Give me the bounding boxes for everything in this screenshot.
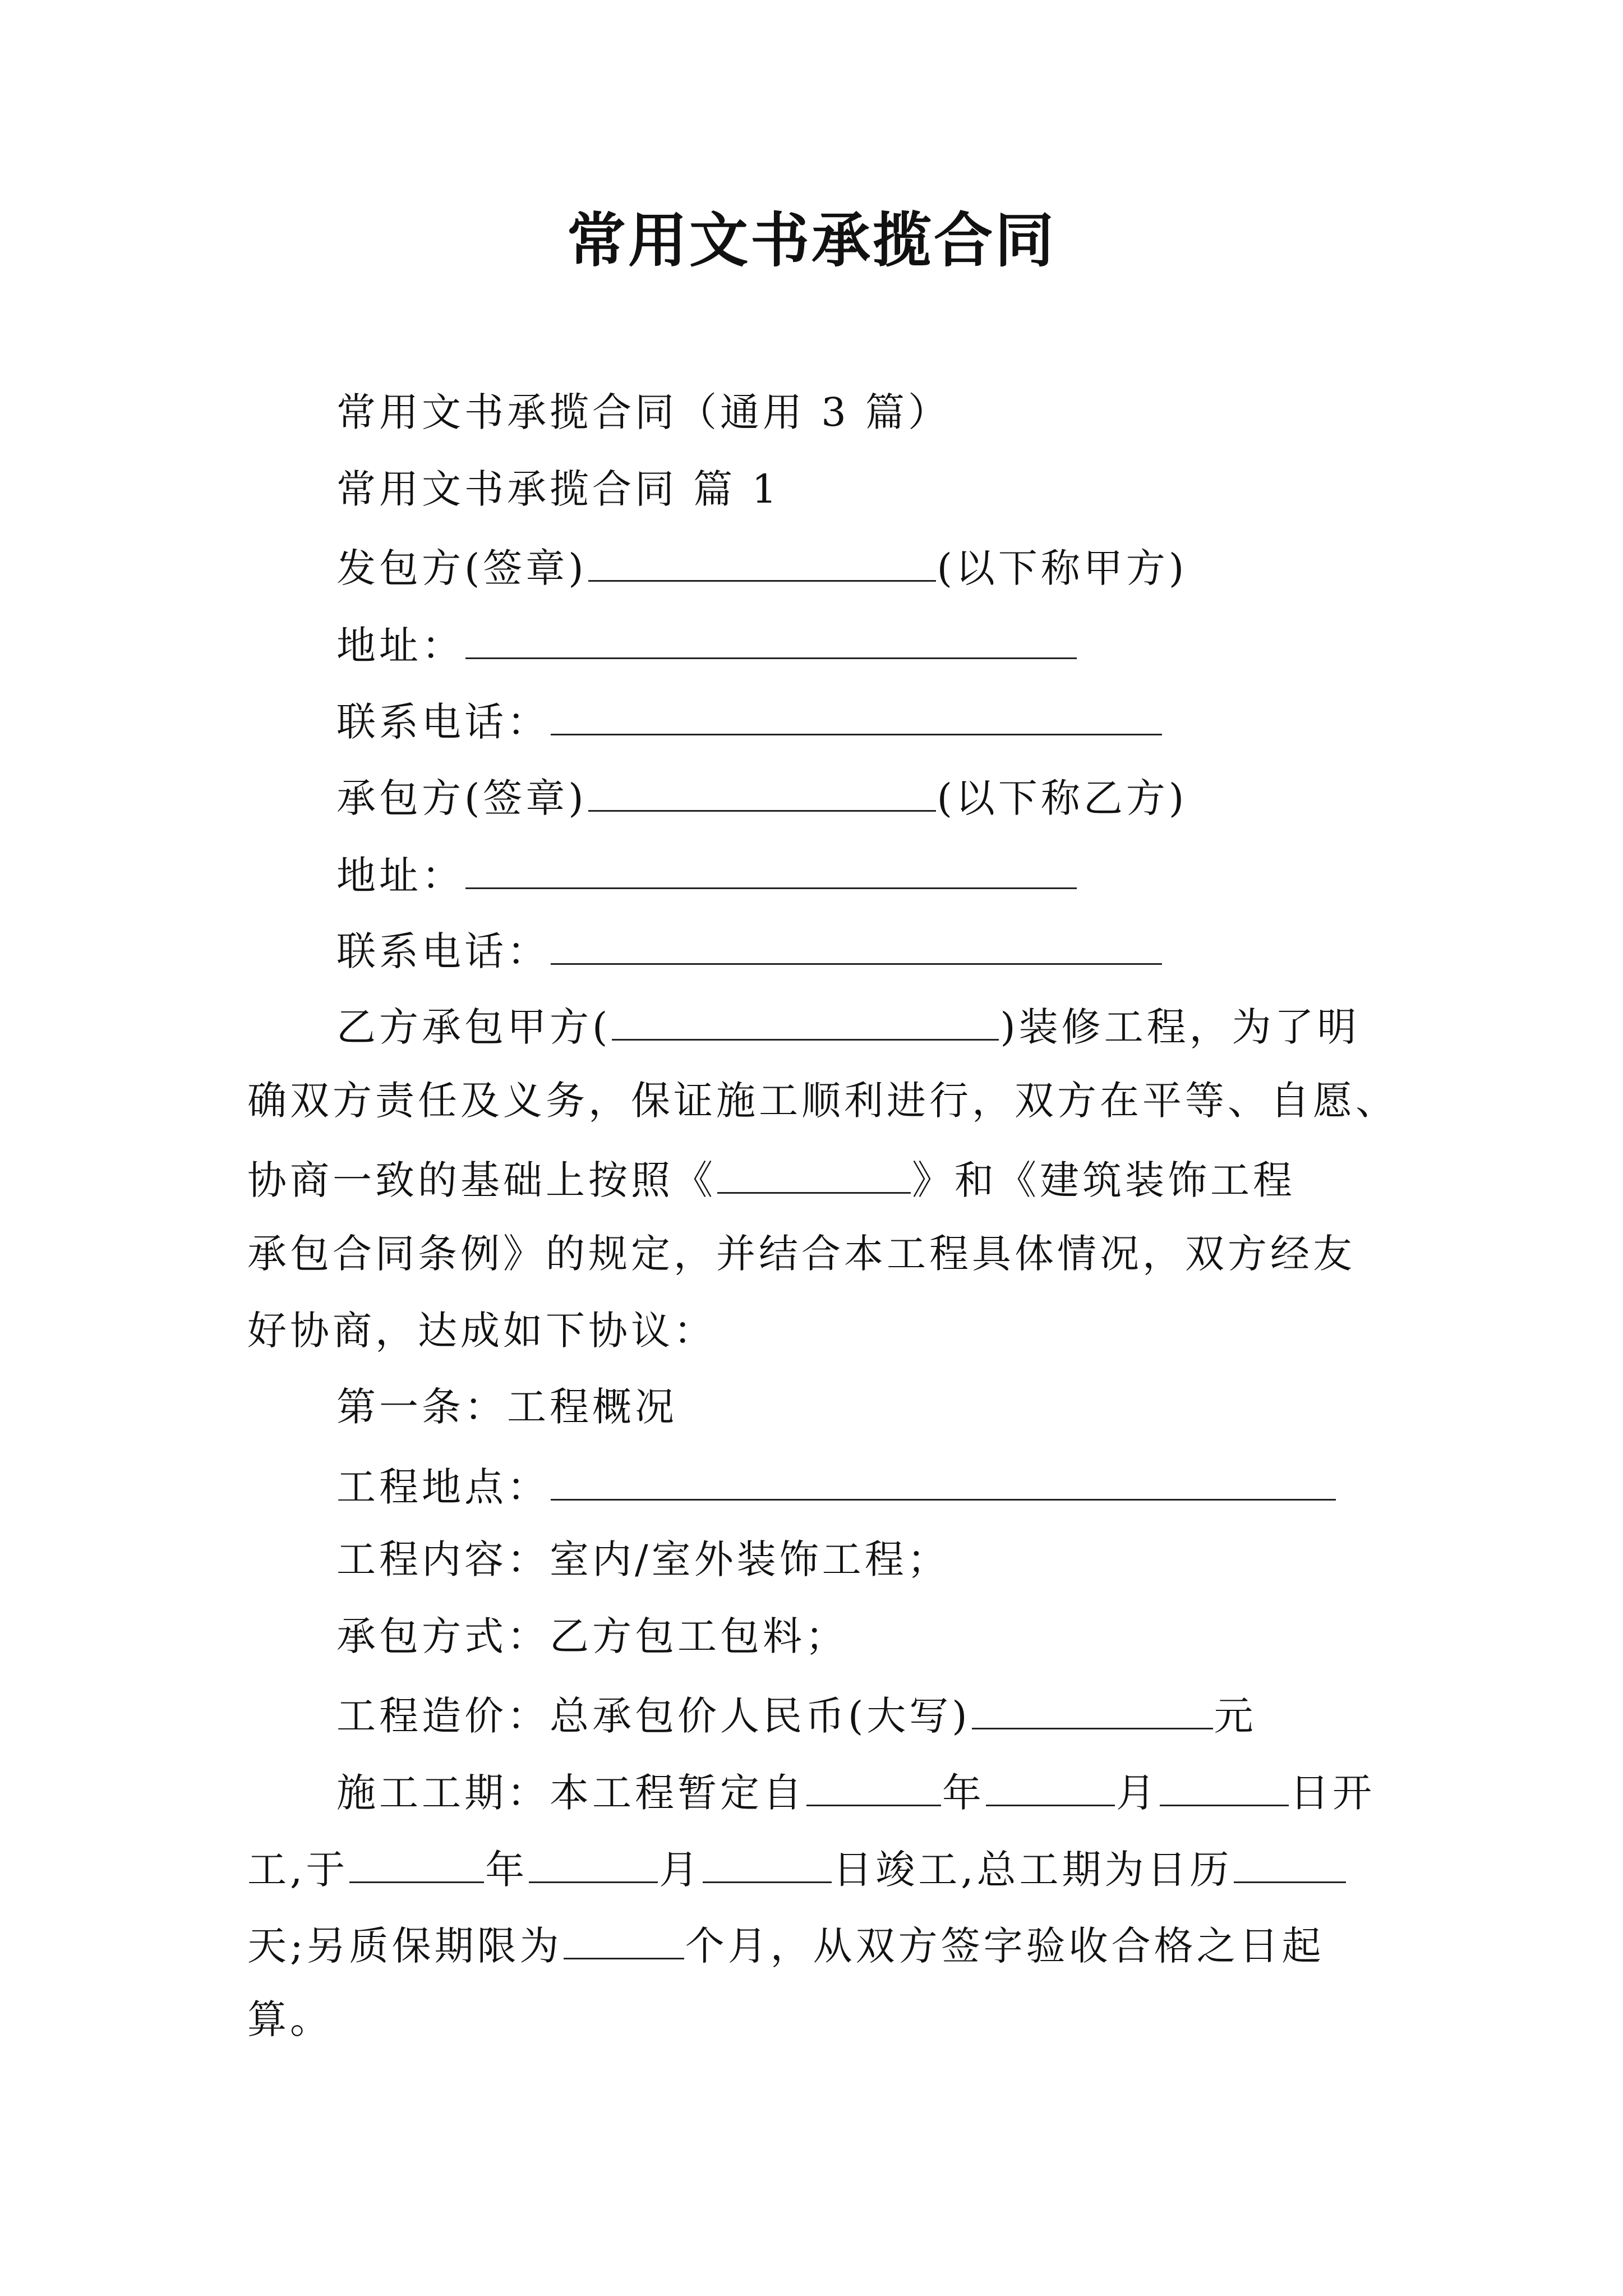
party-b-phone-blank [551, 923, 1162, 965]
project-price-label: 工程造价：总承包价人民币(大写) [336, 1693, 971, 1739]
project-price-line [336, 1687, 1257, 1741]
party-a-phone-line [336, 693, 1163, 747]
end-day-blank [703, 1841, 832, 1883]
preamble-line-4: 承包合同条例》的规定，并结合本工程具体情况，双方经友 [247, 1231, 1355, 1277]
party-b-label: 承包方(签章) [336, 775, 587, 821]
party-b-line [336, 770, 1187, 823]
preamble-text: 》和《建筑装饰工程 [912, 1157, 1295, 1203]
project-name-blank [612, 999, 999, 1041]
period-line-2 [247, 1841, 1347, 1895]
regulation-name-blank [717, 1152, 911, 1194]
party-b-blank [588, 770, 936, 812]
period-line-4: 算。 [247, 1996, 333, 2042]
start-month-blank [986, 1764, 1115, 1806]
period-line-3 [247, 1917, 1325, 1971]
party-a-blank [588, 540, 936, 582]
month-label: 月 [1116, 1770, 1159, 1816]
start-year-blank [806, 1764, 941, 1806]
preamble-line-5: 好协商，达成如下协议： [247, 1308, 716, 1354]
party-b-address-line [336, 847, 1078, 901]
section-heading: 常用文书承揽合同 篇 1 [336, 466, 781, 512]
start-day-blank [1160, 1764, 1289, 1806]
party-a-phone-label: 联系电话： [336, 699, 550, 745]
period-text: 日开 [1290, 1770, 1375, 1816]
end-month-blank [529, 1841, 658, 1883]
party-a-label: 发包方(签章) [336, 545, 587, 591]
project-content-line: 工程内容：室内/室外装饰工程； [336, 1536, 950, 1582]
period-line-1 [336, 1764, 1375, 1818]
party-b-address-label: 地址： [336, 853, 464, 899]
party-b-phone-label: 联系电话： [336, 928, 550, 974]
party-b-phone-line [336, 923, 1163, 977]
document-title: 常用文书承揽合同 [566, 205, 1056, 275]
document-subtitle: 常用文书承揽合同（通用 3 篇） [336, 389, 951, 435]
period-text: 日竣工,总工期为日历 [833, 1847, 1233, 1893]
preamble-text: 乙方承包甲方( [336, 1004, 611, 1050]
end-year-blank [349, 1841, 484, 1883]
period-text: 工,于 [247, 1847, 349, 1893]
total-days-blank [1234, 1841, 1346, 1883]
preamble-line-2: 确双方责任及义务，保证施工顺利进行，双方在平等、自愿、 [247, 1078, 1398, 1124]
preamble-line-3 [247, 1152, 1295, 1205]
party-a-address-label: 地址： [336, 623, 464, 669]
period-text: 天;另质保期限为 [247, 1923, 562, 1969]
party-a-suffix: (以下称甲方) [937, 545, 1188, 591]
warranty-months-blank [564, 1917, 684, 1959]
month-label: 月 [659, 1847, 702, 1893]
article-1-heading: 第一条：工程概况 [336, 1384, 677, 1430]
preamble-text: )装修工程，为了明 [1000, 1004, 1360, 1050]
period-text: 施工工期：本工程暂定自 [336, 1770, 805, 1816]
year-label: 年 [942, 1770, 985, 1816]
contract-method-line: 承包方式：乙方包工包料； [336, 1613, 848, 1659]
preamble-text: 协商一致的基础上按照《 [247, 1157, 716, 1203]
project-location-label: 工程地点： [336, 1464, 550, 1510]
project-location-line [336, 1458, 1337, 1512]
project-price-blank [972, 1687, 1213, 1729]
project-location-blank [551, 1458, 1336, 1501]
party-a-address-blank [465, 617, 1077, 659]
period-text: 个月，从双方签字验收合格之日起 [685, 1923, 1325, 1969]
party-b-suffix: (以下称乙方) [937, 775, 1188, 821]
party-b-address-blank [465, 847, 1077, 889]
party-a-address-line [336, 617, 1078, 671]
party-a-line [336, 540, 1187, 593]
year-label: 年 [485, 1847, 528, 1893]
price-unit: 元 [1214, 1693, 1257, 1739]
party-a-phone-blank [551, 693, 1162, 735]
preamble-line-1 [336, 999, 1360, 1052]
